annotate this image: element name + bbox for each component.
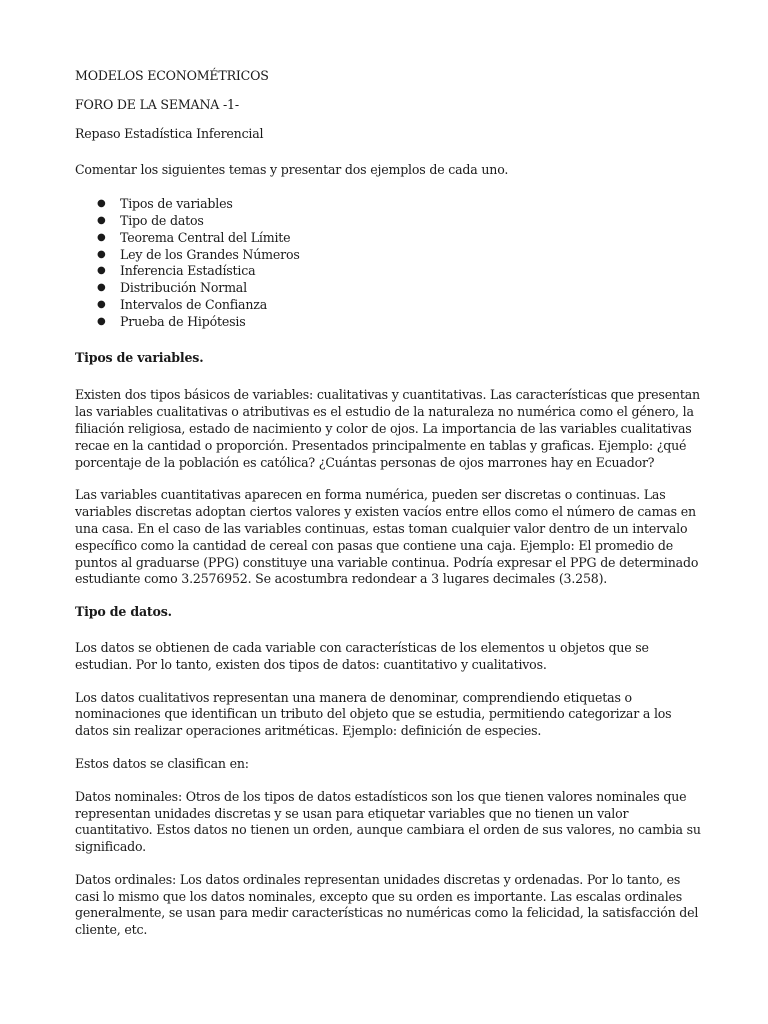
list-item: ● Prueba de Hipótesis xyxy=(97,313,246,329)
bullet-icon: ● xyxy=(97,265,106,277)
document-body xyxy=(75,68,705,939)
paragraph: Los datos se obtienen de cada variable con características de los elementos u objetos que se estudian. Por lo tanto, existen dos tipos de datos: cuantitativo y cualitativos. xyxy=(75,639,649,672)
list-item: ● Tipos de variables xyxy=(97,196,233,212)
doc-subtitle: Repaso Estadística Inferencial xyxy=(75,125,264,141)
bullet-icon: ● xyxy=(97,198,106,210)
section-heading-variables: Tipos de variables. xyxy=(75,349,204,365)
paragraph: Datos nominales: Otros de los tipos de datos estadísticos son los que tienen valores nominales que representan unidades discretas y se usan para etiquetar variables que no tienen un valor cuantitativo. Estos datos no tienen un orden, aunque cambiara el orden de sus valores, no cambia su significado. xyxy=(75,788,701,855)
list-item: ● Distribución Normal xyxy=(97,280,247,296)
bullet-icon: ● xyxy=(97,315,106,327)
bullet-icon: ● xyxy=(97,298,106,310)
doc-instruction: Comentar los siguientes temas y presentar dos ejemplos de cada uno. xyxy=(75,162,509,178)
section-heading-data-types: Tipo de datos. xyxy=(75,604,172,620)
paragraph: Existen dos tipos básicos de variables: cualitativas y cuantitativas. Las características que presentan las variables cualitativas o atributivas es el estudio de la naturaleza no numérica como el género, la filiación religiosa, estado de nacimiento y color de ojos. La importancia de las variables cualitativas recae en la cantidad o proporción. Presentados principalmente en tablas y graficas. Ejemplo: ¿qué porcentaje de la población es católica? ¿Cuántas personas de ojos marrones hay en Ecuador? xyxy=(75,387,700,470)
bullet-icon: ● xyxy=(97,214,106,226)
list-item: ● Intervalos de Confianza xyxy=(97,296,268,312)
bullet-icon: ● xyxy=(97,282,106,294)
bullet-icon: ● xyxy=(97,248,106,260)
paragraph: Las variables cuantitativas aparecen en forma numérica, pueden ser discretas o continuas. Las variables discretas adoptan ciertos valores y existen vacíos entre ellos como el número de camas en una casa. En el caso de las variables continuas, estas toman cualquier valor dentro de un intervalo específico como la cantidad de cereal con pasas que contiene una caja. Ejemplo: El promedio de puntos al graduarse (PPG) constituye una variable continua. Podría expresar el PPG de determinado estudiante como 3.2576952. Se acostumbra redondear a 3 lugares decimales (3.258). xyxy=(75,487,699,587)
paragraph: Los datos cualitativos representan una manera de denominar, comprendiendo etiquetas o nominaciones que identifican un tributo del objeto que se estudia, permitiendo categorizar a los datos sin realizar operaciones aritméticas. Ejemplo: definición de especies. xyxy=(75,689,672,739)
list-item: ● Teorema Central del Límite xyxy=(97,229,291,245)
topic-list xyxy=(75,196,705,330)
paragraph: Datos ordinales: Los datos ordinales representan unidades discretas y ordenadas. Por lo tanto, es casi lo mismo que los datos nominales, excepto que su orden es importante. Las escalas ordinales generalmente, se usan para medir características no numéricas como la felicidad, la satisfacción del cliente, etc. xyxy=(75,871,699,938)
list-item: ● Inferencia Estadística xyxy=(97,263,256,279)
paragraph: Estos datos se clasifican en: xyxy=(75,755,249,771)
doc-week: FORO DE LA SEMANA -1- xyxy=(75,96,239,112)
bullet-icon: ● xyxy=(97,231,106,243)
doc-title: MODELOS ECONOMÉTRICOS xyxy=(75,68,269,83)
list-item: ● Tipo de datos xyxy=(97,212,204,228)
list-item: ● Ley de los Grandes Números xyxy=(97,246,300,262)
